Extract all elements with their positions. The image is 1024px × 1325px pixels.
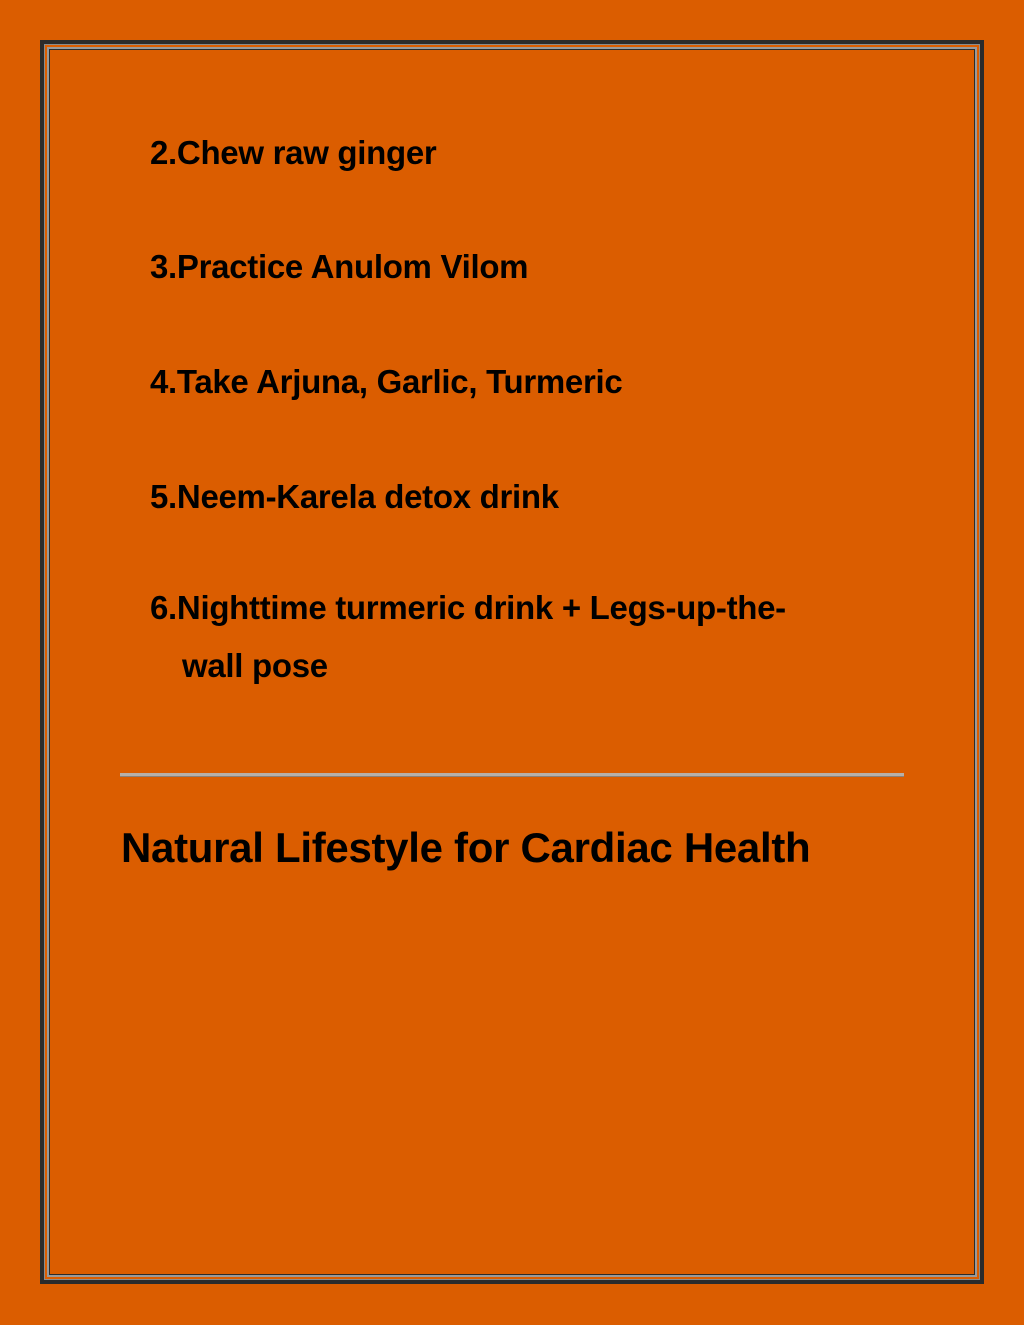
list-item <box>150 353 870 411</box>
list-item-number: 3. <box>150 248 177 285</box>
list-item-text: Nighttime turmeric drink + Legs-up-the- <box>176 589 786 626</box>
list-item <box>150 579 870 695</box>
list-item <box>150 238 870 296</box>
list-item-number: 5. <box>150 478 177 515</box>
list-item-continuation: wall pose <box>182 647 328 684</box>
list-item-text: Neem-Karela detox drink <box>176 478 559 515</box>
list-item-text: Take Arjuna, Garlic, Turmeric <box>176 363 623 400</box>
list-item <box>150 468 870 526</box>
section-heading: Natural Lifestyle for Cardiac Health <box>121 824 811 871</box>
list-item-number: 6. <box>150 589 177 626</box>
list-item-text: Practice Anulom Vilom <box>176 248 529 285</box>
list-item-text: Chew raw ginger <box>176 134 437 171</box>
list-item <box>150 124 870 182</box>
list-item-number: 4. <box>150 363 177 400</box>
section-divider <box>120 773 904 777</box>
list-item-number: 2. <box>150 134 177 171</box>
